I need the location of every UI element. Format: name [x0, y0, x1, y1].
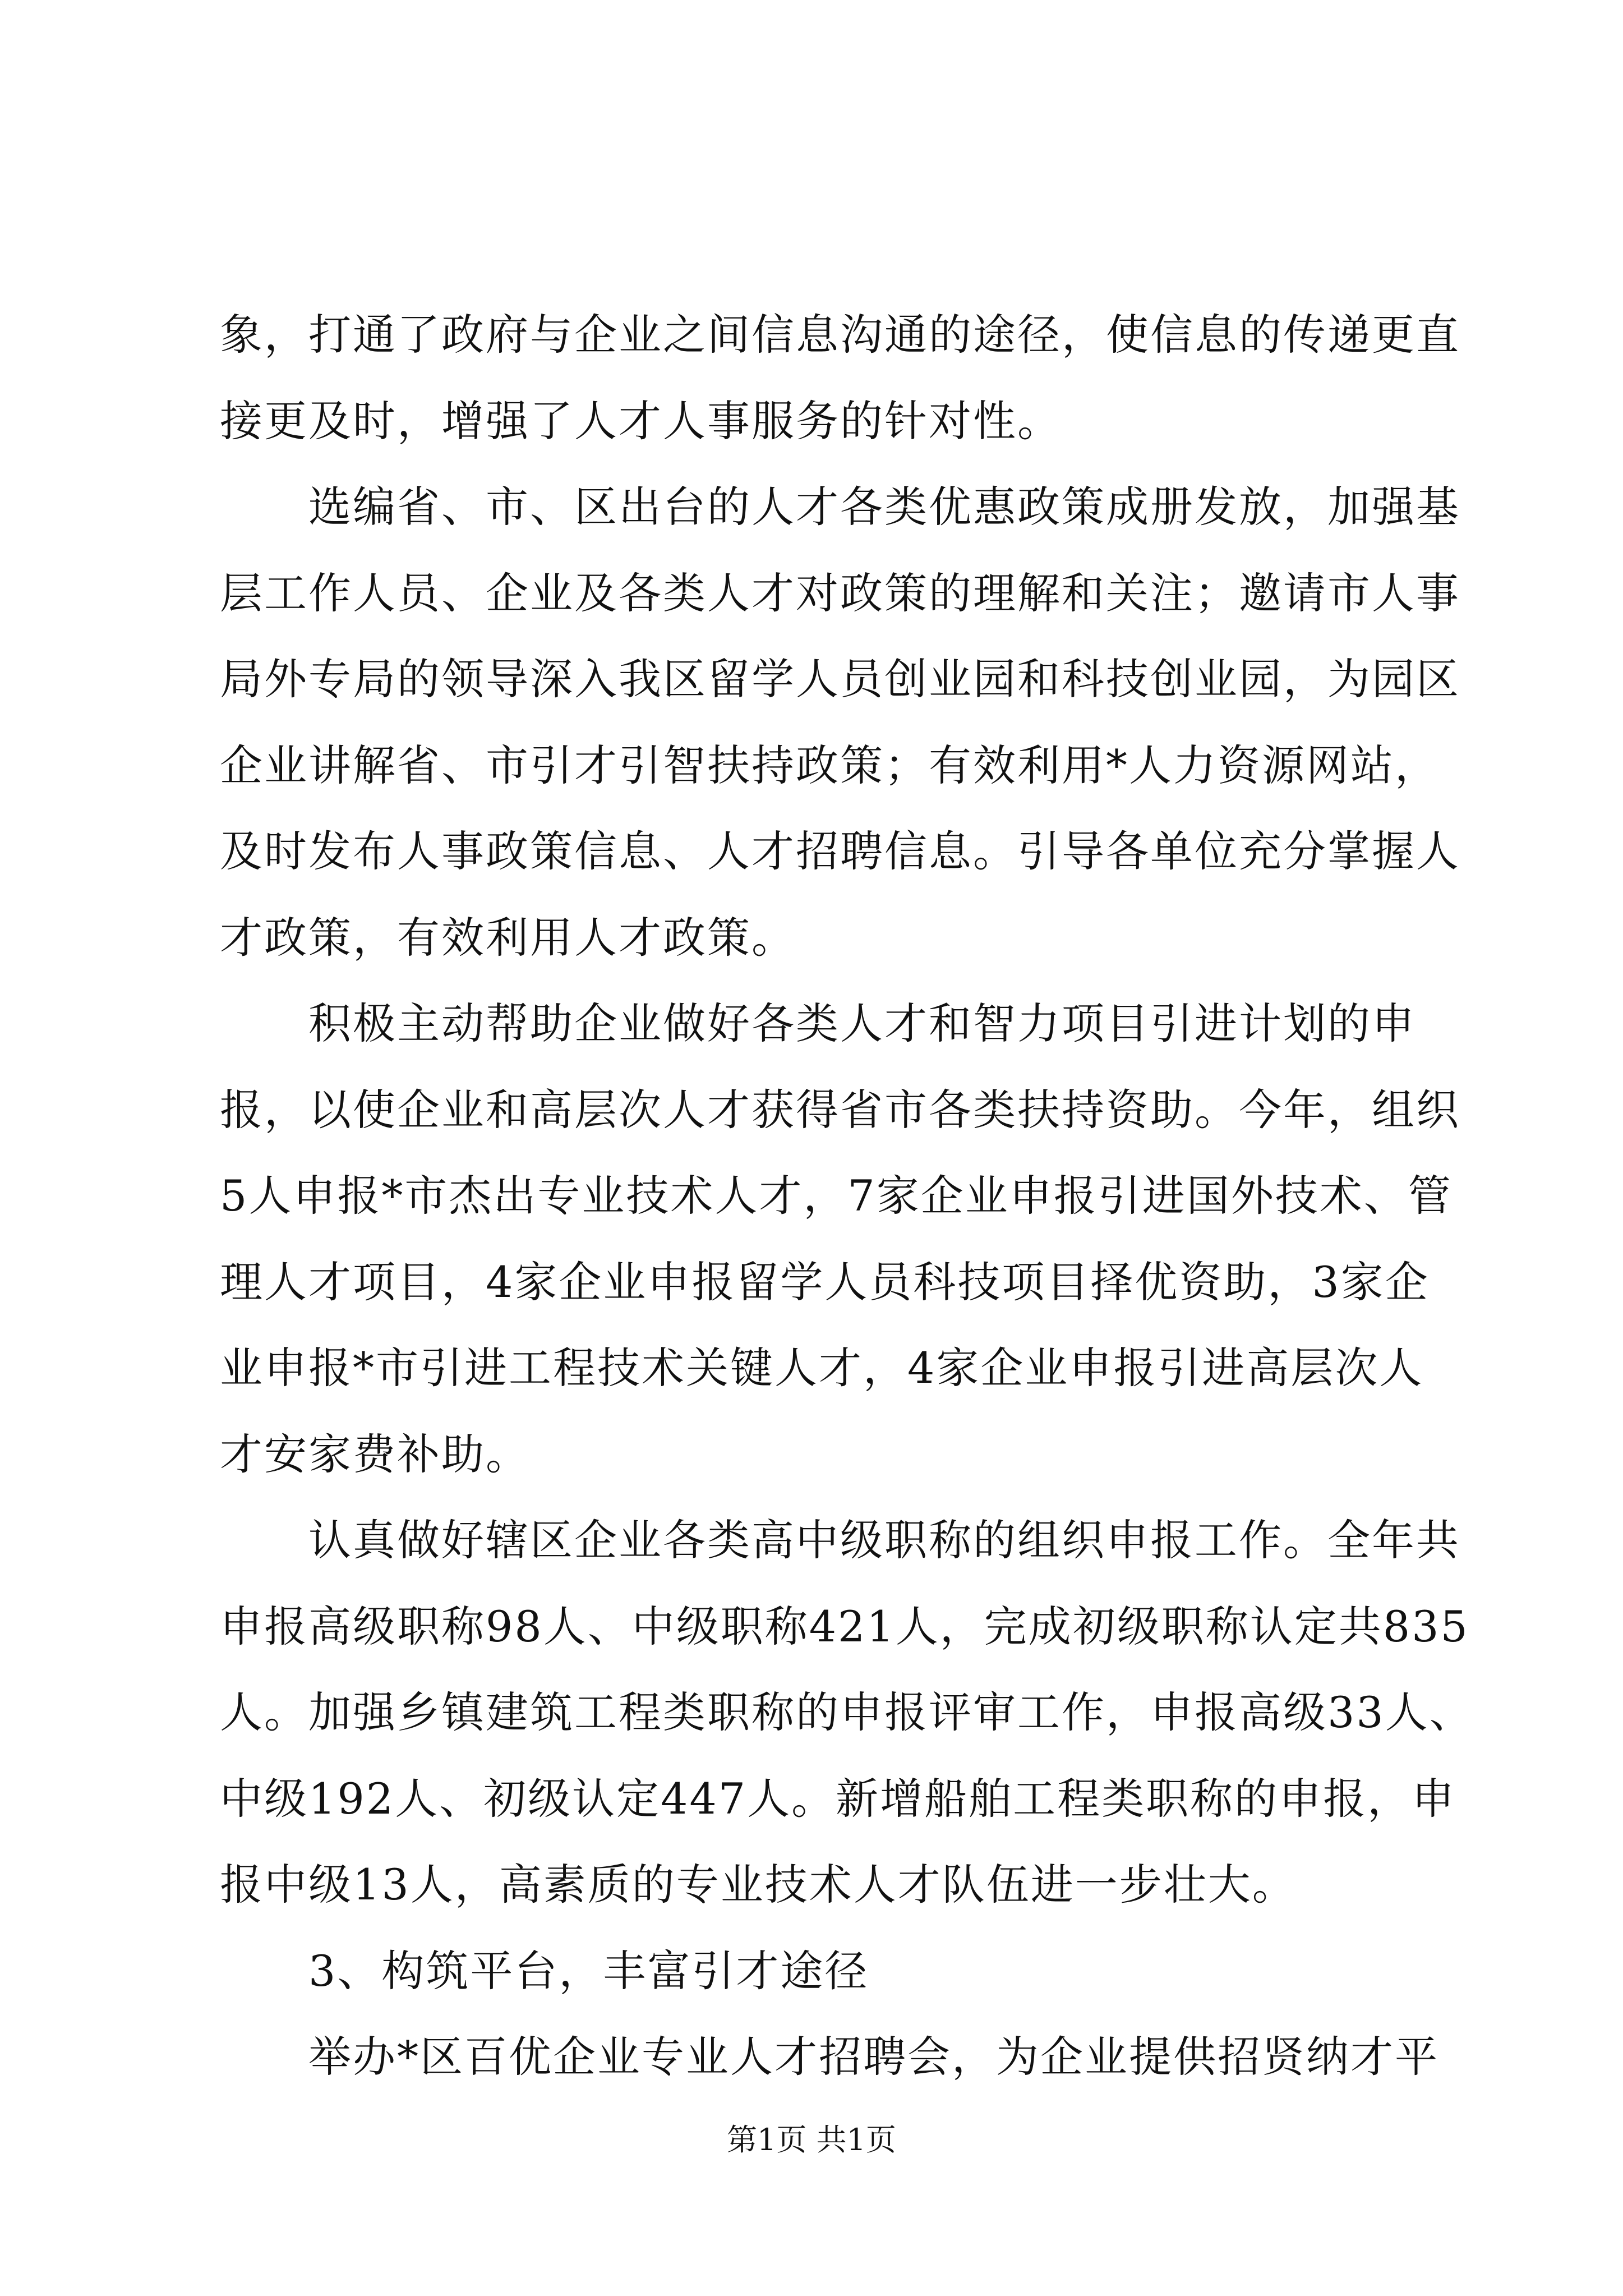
- text-line: 象，打通了政府与企业之间信息沟通的途径，使信息的传递更直: [220, 310, 1460, 360]
- document-body: [220, 292, 1474, 2100]
- text-line: 才政策，有效利用人才政策。: [220, 912, 796, 963]
- text-line: 层工作人员、企业及各类人才对政策的理解和关注；邀请市人事: [220, 568, 1460, 618]
- text-line: 报，以使企业和高层次人才获得省市各类扶持资助。今年，组织: [220, 1084, 1460, 1135]
- text-line: 认真做好辖区企业各类高中级职称的组织申报工作。全年共: [220, 1515, 1460, 1565]
- text-line: 业申报*市引进工程技术关键人才，4家企业申报引进高层次人: [220, 1343, 1424, 1393]
- page-number-footer: 第1页 共1页: [727, 2122, 896, 2157]
- text-line: 及时发布人事政策信息、人才招聘信息。引导各单位充分掌握人: [220, 826, 1460, 876]
- text-line: 局外专局的领导深入我区留学人员创业园和科技创业园，为园区: [220, 654, 1460, 704]
- text-line: 举办*区百优企业专业人才招聘会，为企业提供招贤纳才平: [220, 2032, 1439, 2082]
- text-line: 接更及时，增强了人才人事服务的针对性。: [220, 395, 1062, 446]
- text-line: 申报高级职称98人、中级职称421人，完成初级职称认定共835: [220, 1601, 1469, 1651]
- text-line: 5人申报*市杰出专业技术人才，7家企业申报引进国外技术、管: [220, 1171, 1453, 1221]
- text-line: 积极主动帮助企业做好各类人才和智力项目引进计划的申: [220, 999, 1416, 1048]
- text-line: 中级192人、初级认定447人。新增船舶工程类职称的申报，申: [220, 1773, 1456, 1824]
- text-line: 人。加强乡镇建筑工程类职称的申报评审工作，申报高级33人、: [220, 1687, 1474, 1737]
- text-line: 选编省、市、区出台的人才各类优惠政策成册发放，加强基: [220, 482, 1460, 532]
- text-line: 理人才项目，4家企业申报留学人员科技项目择优资助，3家企: [220, 1257, 1430, 1307]
- text-line: 报中级13人，高素质的专业技术人才队伍进一步壮大。: [220, 1860, 1297, 1910]
- text-line: 企业讲解省、市引才引智扶持政策；有效利用*人力资源网站，: [220, 740, 1439, 790]
- section-heading: 3、构筑平台，丰富引才途径: [220, 1945, 869, 1996]
- text-line: 才安家费补助。: [220, 1429, 530, 1479]
